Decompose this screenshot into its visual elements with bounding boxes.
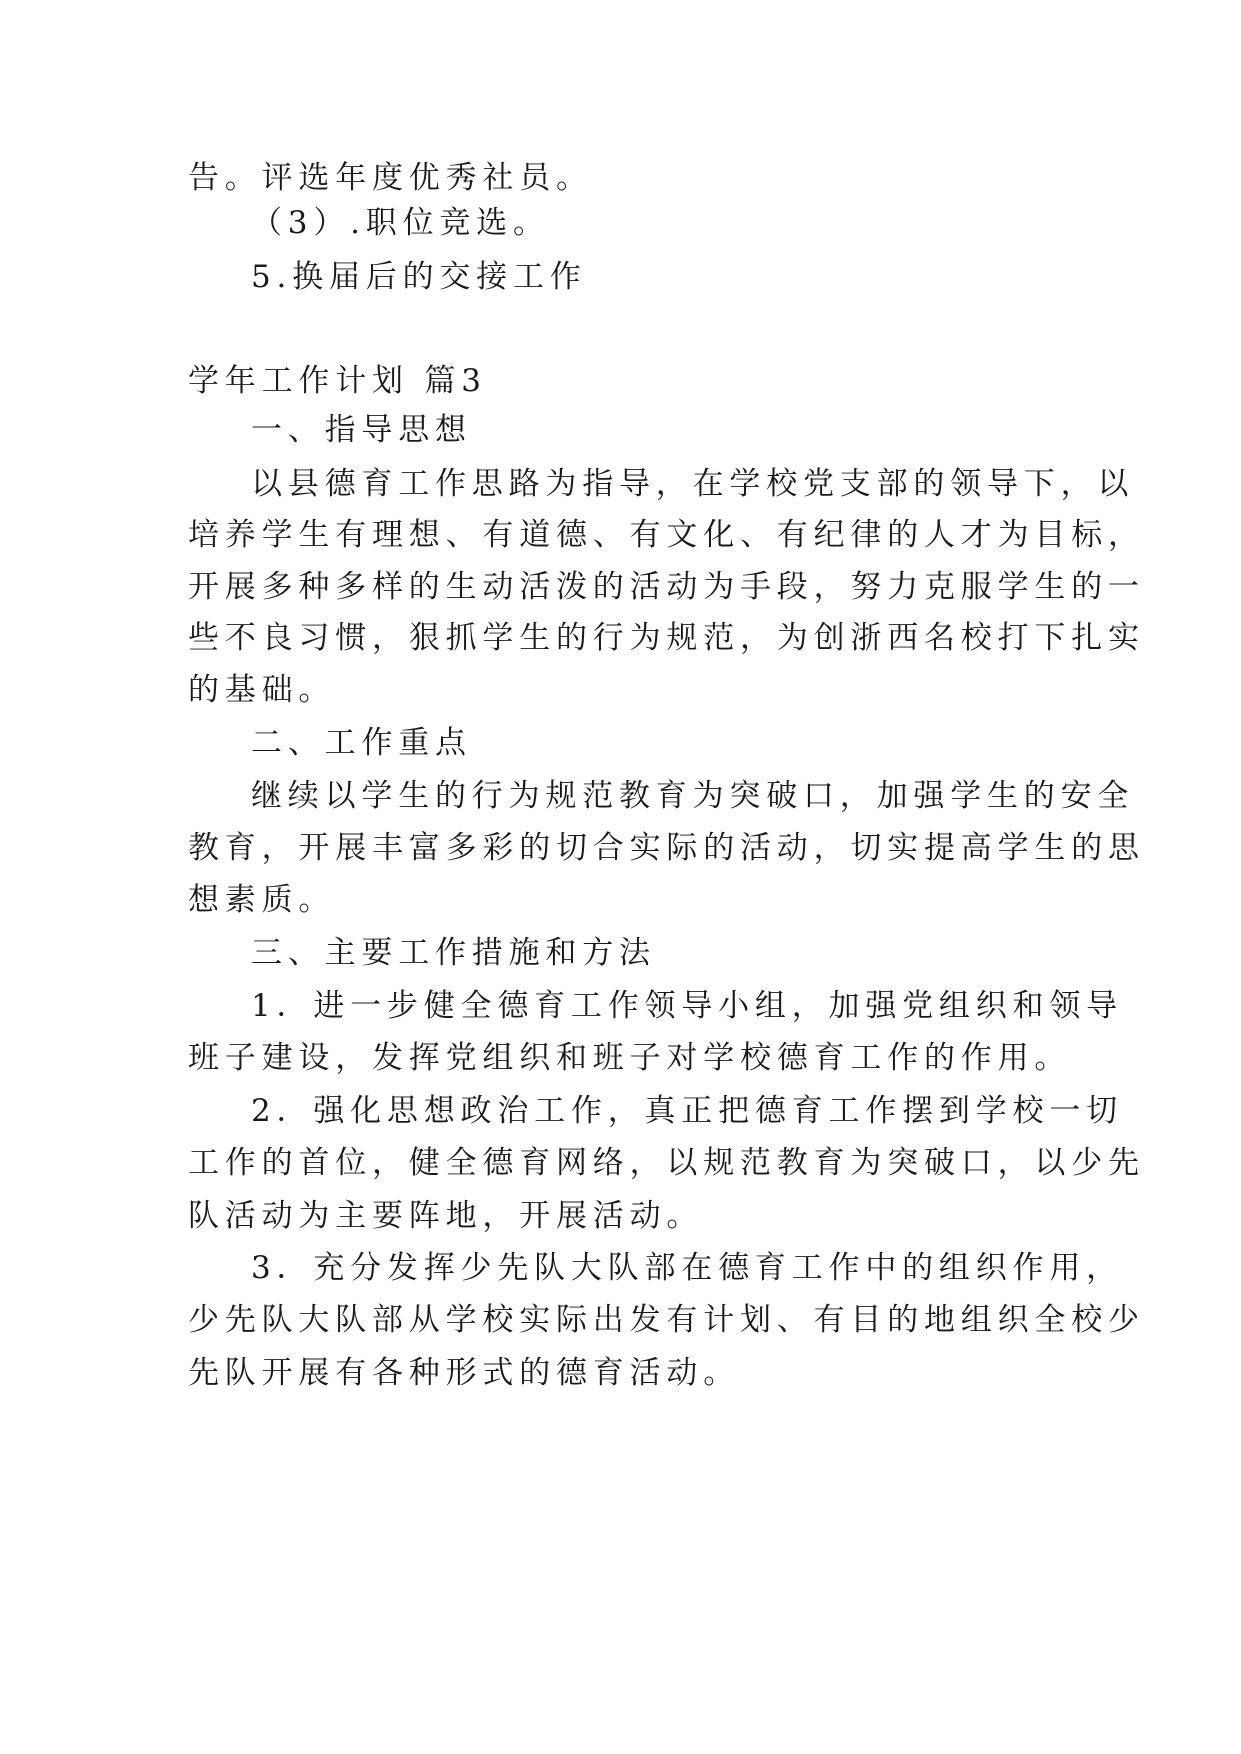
paragraph-line: 想素质。 [188, 882, 336, 918]
heading-main-measures: 三、主要工作措施和方法 [251, 935, 656, 971]
section-title: 学年工作计划 篇3 [188, 363, 487, 399]
paragraph-line: 告。评选年度优秀社员。 [188, 160, 593, 196]
paragraph-line: 以县德育工作思路为指导，在学校党支部的领导下，以 [251, 466, 1135, 502]
paragraph-line: 先队开展有各种形式的德育活动。 [188, 1355, 740, 1391]
paragraph-line: 培养学生有理想、有道德、有文化、有纪律的人才为目标， [188, 517, 1145, 553]
list-item-3-line: （3）.职位竞选。 [251, 205, 550, 241]
paragraph-line: 队活动为主要阵地，开展活动。 [188, 1198, 704, 1234]
heading-guiding-thought: 一、指导思想 [251, 412, 472, 448]
paragraph-line: 工作的首位，健全德育网络，以规范教育为突破口，以少先 [188, 1145, 1145, 1181]
paragraph-line: 少先队大队部从学校实际出发有计划、有目的地组织全校少 [188, 1302, 1145, 1338]
paragraph-line: 开展多种多样的生动活泼的活动为手段，努力克服学生的一 [188, 569, 1145, 605]
paragraph-line: 继续以学生的行为规范教育为突破口，加强学生的安全 [251, 778, 1135, 814]
paragraph-line: 班子建设，发挥党组织和班子对学校德育工作的作用。 [188, 1040, 1072, 1076]
paragraph-line: 3．充分发挥少先队大队部在德育工作中的组织作用， [251, 1250, 1123, 1286]
paragraph-line: 1．进一步健全德育工作领导小组，加强党组织和领导 [251, 988, 1123, 1024]
paragraph-line: 教育，开展丰富多彩的切合实际的活动，切实提高学生的思 [188, 830, 1145, 866]
heading-work-focus: 二、工作重点 [251, 725, 472, 761]
list-item-5-line: 5.换届后的交接工作 [251, 259, 587, 295]
paragraph-line: 些不良习惯，狠抓学生的行为规范，为创浙西名校打下扎实 [188, 620, 1145, 656]
paragraph-line: 的基础。 [188, 672, 336, 708]
paragraph-line: 2．强化思想政治工作，真正把德育工作摆到学校一切 [251, 1093, 1123, 1129]
